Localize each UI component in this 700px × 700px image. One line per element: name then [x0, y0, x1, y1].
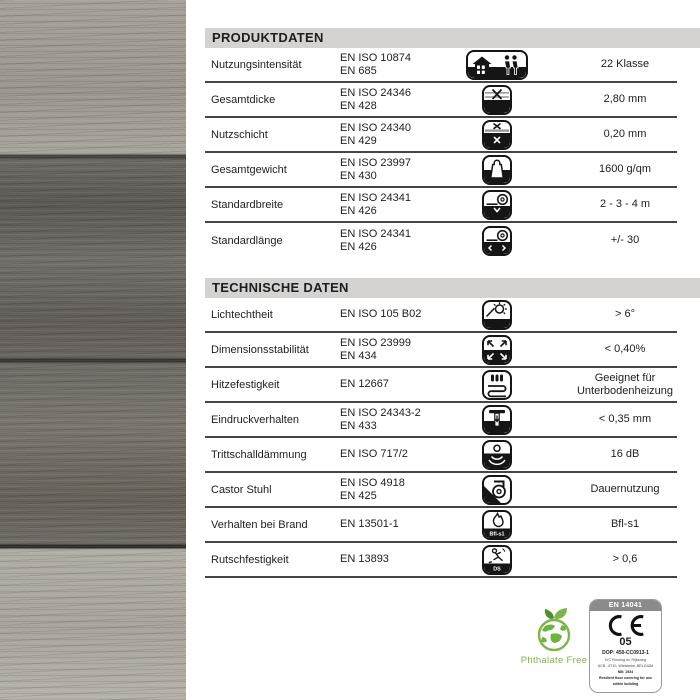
phthalate-free-label: Phthalate Free: [520, 655, 588, 666]
light-fastness-icon: [462, 300, 532, 330]
technische-daten-table: [205, 298, 677, 578]
wood-flooring-photo: [0, 0, 186, 700]
property-label: Gesamtdicke: [211, 93, 276, 106]
table-row: [205, 153, 677, 188]
property-label: Castor Stuhl: [211, 483, 272, 496]
fire-behaviour-icon: [462, 510, 532, 540]
ce-address-line: IVC Flooring nv, Rijksweg: [605, 657, 646, 662]
property-value: < 0,35 mm: [598, 413, 652, 425]
norm-cell: EN ISO 4918 EN 425: [340, 476, 405, 502]
norm-cell: EN 13893: [340, 553, 389, 565]
property-label: Verhalten bei Brand: [211, 518, 308, 531]
indentation-icon: [462, 405, 532, 435]
ce-number: 05: [619, 636, 632, 648]
norm-cell: EN ISO 24343-2 EN 433: [340, 406, 421, 432]
roll-length-icon: [462, 226, 532, 256]
table-row: [205, 48, 677, 83]
property-value: 1600 g/qm: [599, 163, 651, 175]
svg-text:DS: DS: [493, 566, 501, 573]
ce-standard: EN 14041: [590, 600, 661, 611]
produktdaten-table: [205, 48, 677, 258]
table-row: [205, 368, 677, 403]
roll-width-icon: [462, 190, 532, 220]
property-label: Nutzungsintensität: [211, 58, 302, 71]
norm-cell: EN ISO 23999 EN 434: [340, 336, 411, 362]
property-value: 2 - 3 - 4 m: [599, 198, 651, 210]
slip-resistance-icon: [462, 545, 532, 575]
underfloor-heating-icon: [462, 370, 532, 400]
norm-cell: EN 13501-1: [340, 518, 399, 530]
castor-chair-icon: [462, 475, 532, 505]
svg-text:Bfl-s1: Bfl-s1: [489, 531, 505, 538]
table-row: [205, 83, 677, 118]
property-label: Hitzefestigkeit: [211, 378, 280, 391]
ce-mark-icon: [606, 615, 646, 636]
table-row: [205, 508, 677, 543]
property-label: Dimensionsstabilität: [211, 343, 309, 356]
norm-cell: EN ISO 24340 EN 429: [340, 121, 411, 147]
weight-icon: [462, 155, 532, 185]
property-value: +/- 30: [610, 234, 640, 246]
property-value: > 0,6: [612, 553, 638, 565]
norm-cell: EN ISO 10874 EN 685: [340, 51, 411, 77]
norm-cell: EN 12667: [340, 378, 389, 390]
ce-dop: DOP: 450-CC0913-1: [602, 650, 649, 656]
property-value: Bfl-s1: [610, 518, 640, 530]
ce-use-line: Resilient floor covering for use: [599, 675, 652, 680]
table-row: [205, 333, 677, 368]
property-value: < 0,40%: [604, 343, 646, 355]
norm-cell: EN ISO 23997 EN 430: [340, 156, 411, 182]
ce-address-line: ACB - 8710, Wielsbeke, BELGIUM: [597, 663, 654, 668]
wear-layer-icon: [462, 120, 532, 150]
total-thickness-icon: [462, 85, 532, 115]
property-label: Trittschalldämmung: [211, 448, 307, 461]
property-label: Rutschfestigkeit: [211, 553, 289, 566]
ce-use-line: within building: [612, 681, 639, 686]
property-label: Eindruckverhalten: [211, 413, 300, 426]
property-label: Gesamtgewicht: [211, 163, 287, 176]
norm-cell: EN ISO 105 B02: [340, 308, 422, 320]
table-row: [205, 188, 677, 223]
usage-class-icon: [462, 50, 532, 80]
table-row: [205, 403, 677, 438]
norm-cell: EN ISO 717/2: [340, 448, 408, 460]
section-header-produktdaten: PRODUKTDATEN: [205, 28, 700, 48]
section-header-technische-daten: TECHNISCHE DATEN: [205, 278, 700, 298]
table-row: [205, 118, 677, 153]
ce-certification-label: [589, 599, 662, 693]
table-row: [205, 223, 677, 258]
property-value: 0,20 mm: [603, 128, 647, 140]
impact-sound-icon: [462, 440, 532, 470]
phthalate-free-badge: [511, 604, 597, 666]
property-value: 16 dB: [610, 448, 640, 460]
table-row: [205, 298, 677, 333]
property-value: 22 Klasse: [600, 58, 650, 70]
property-label: Standardlänge: [211, 234, 283, 247]
norm-cell: EN ISO 24341 EN 426: [340, 191, 411, 217]
property-label: Lichtechtheit: [211, 308, 273, 321]
property-value: Geeignet für Unterbodenheizung: [576, 371, 674, 397]
table-row: [205, 438, 677, 473]
property-label: Standardbreite: [211, 198, 284, 211]
norm-cell: EN ISO 24346 EN 428: [340, 86, 411, 112]
property-value: 2,80 mm: [603, 93, 647, 105]
phthalate-free-globe-icon: [526, 604, 582, 654]
property-value: > 6°: [615, 308, 635, 320]
property-label: Nutzschicht: [211, 128, 268, 141]
norm-cell: EN ISO 24341 EN 426: [340, 227, 411, 253]
dimensional-stability-icon: [462, 335, 532, 365]
table-row: [205, 473, 677, 508]
table-row: [205, 543, 677, 578]
ce-nb-line: NB: 1934: [617, 669, 634, 674]
property-value: Dauernutzung: [590, 483, 660, 495]
